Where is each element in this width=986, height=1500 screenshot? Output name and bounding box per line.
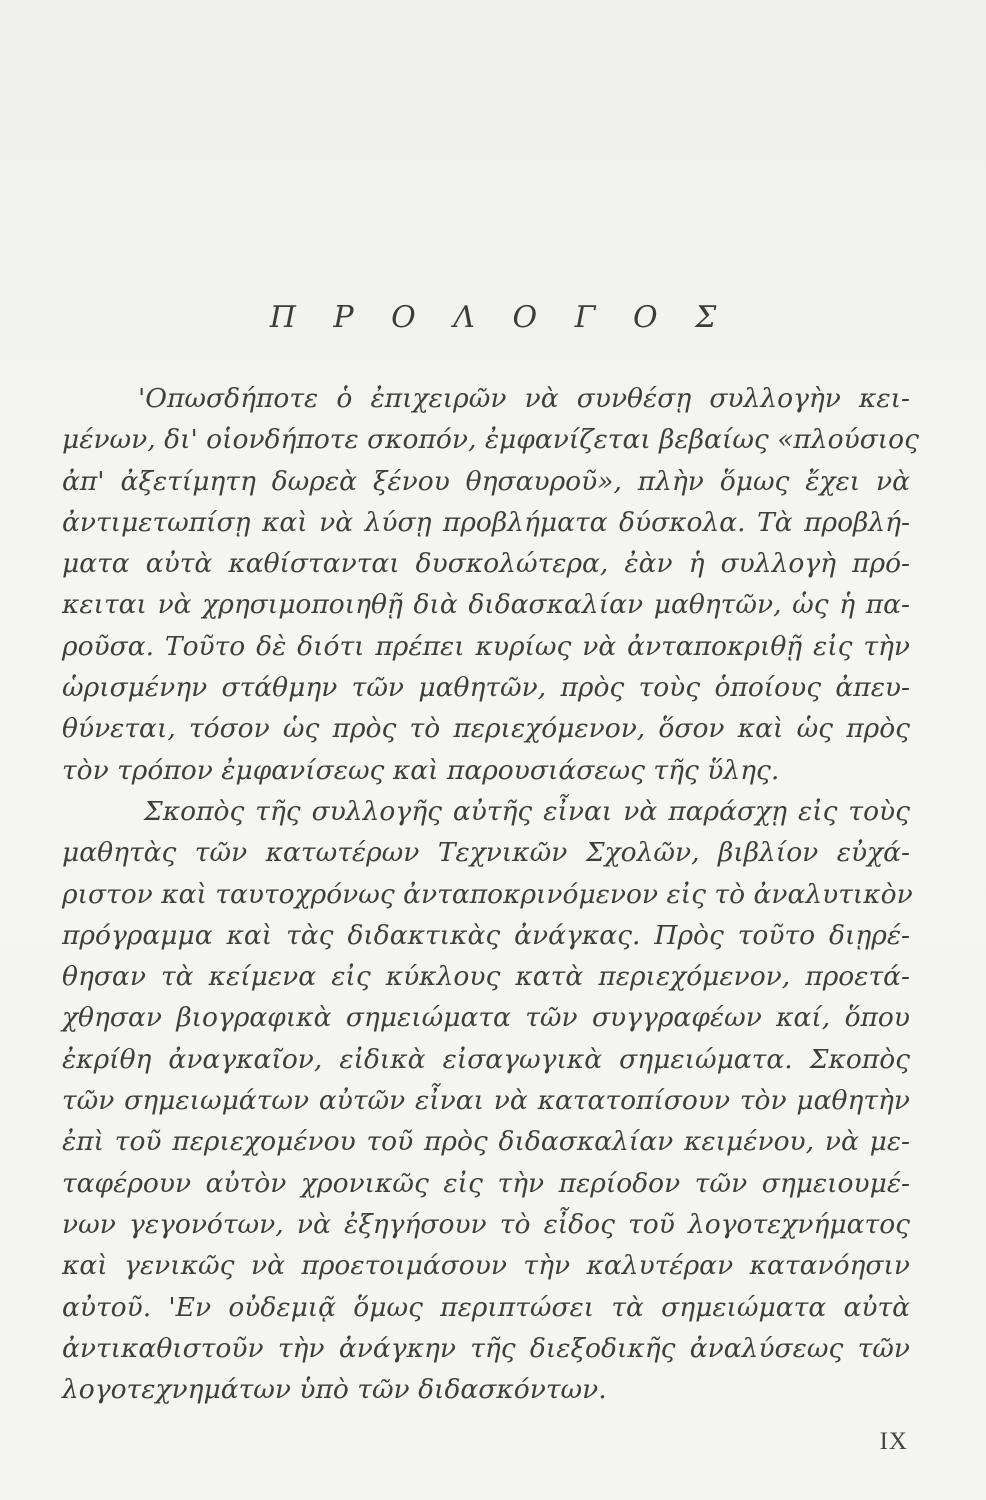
text-line: ματα αὐτὰ καθίστανται δυσκολώτερα, ἐὰν ἡ συλλογὴ πρό- (62, 548, 910, 580)
text-line: πρόγραμμα καὶ τὰς διδακτικὰς ἀνάγκας. Πρὸς τοῦτο διῃρέ- (62, 919, 910, 951)
text-line: Σκοπὸς τῆς συλλογῆς αὐτῆς εἶναι νὰ παράσχῃ εἰς τοὺς (144, 795, 910, 827)
text-line: τῶν σημειωμάτων αὐτῶν εἶναι νὰ κατατοπίσουν τὸν μαθητὴν (62, 1085, 910, 1117)
text-line: μαθητὰς τῶν κατωτέρων Τεχνικῶν Σχολῶν, βιβλίον εὐχά- (62, 837, 910, 869)
page-number: IX (879, 1428, 908, 1455)
text-line: θησαν τὰ κείμενα εἰς κύκλους κατὰ περιεχόμενον, προετά- (62, 961, 910, 993)
text-line: ταφέρουν αὐτὸν χρονικῶς εἰς τὴν περίοδον τῶν σημειουμέ- (62, 1167, 910, 1199)
text-line: ἐπὶ τοῦ περιεχομένου τοῦ πρὸς διδασκαλίαν κειμένου, νὰ με- (62, 1126, 910, 1158)
text-line: καὶ γενικῶς νὰ προετοιμάσουν τὴν καλυτέραν κατανόησιν (62, 1250, 910, 1282)
prologue-text (62, 378, 919, 1410)
text-line: θύνεται, τόσον ὡς πρὸς τὸ περιεχόμενον, ὅσον καὶ ὡς πρὸς (62, 713, 910, 745)
page-title: Π Ρ Ο Λ Ο Γ Ο Σ (269, 300, 731, 335)
text-line: ἀντικαθιστοῦν τὴν ἀνάγκην τῆς διεξοδικῆς ἀναλύσεως τῶν (62, 1332, 910, 1364)
text-line: ἀπ' ἀξετίμητη δωρεὰ ξένου θησαυροῦ», πλὴν ὅμως ἔχει νὰ (62, 465, 910, 497)
text-line: μένων, δι' οἱονδήποτε σκοπόν, ἐμφανίζεται βεβαίως «πλούσιος (62, 424, 919, 456)
text-line: ριστον καὶ ταυτοχρόνως ἀνταποκρινόμενον εἰς τὸ ἀναλυτικὸν (62, 878, 913, 910)
text-line: αὐτοῦ. 'Εν οὐδεμιᾷ ὅμως περιπτώσει τὰ σημειώματα αὐτὰ (62, 1291, 910, 1323)
text-line: τὸν τρόπον ἐμφανίσεως καὶ παρουσιάσεως τῆς ὕλης. (62, 754, 780, 786)
text-line: κειται νὰ χρησιμοποιηθῇ διὰ διδασκαλίαν μαθητῶν, ὡς ἡ πα- (62, 589, 910, 621)
text-line: ἐκρίθη ἀναγκαῖον, εἰδικὰ εἰσαγωγικὰ σημειώματα. Σκοπὸς (62, 1043, 910, 1075)
text-line: ὡρισμένην στάθμην τῶν μαθητῶν, πρὸς τοὺς ὁποίους ἀπευ- (62, 672, 910, 704)
text-line: ἀντιμετωπίσῃ καὶ νὰ λύσῃ προβλήματα δύσκολα. Τὰ προβλή- (62, 506, 910, 538)
text-line: 'Οπωσδήποτε ὁ ἐπιχειρῶν νὰ συνθέσῃ συλλογὴν κει- (138, 383, 910, 414)
text-line: χθησαν βιογραφικὰ σημειώματα τῶν συγγραφέων καί, ὅπου (62, 1002, 910, 1034)
text-line: λογοτεχνημάτων ὑπὸ τῶν διδασκόντων. (62, 1374, 607, 1406)
text-line: νων γεγονότων, νὰ ἐξηγήσουν τὸ εἶδος τοῦ λογοτεχνήματος (62, 1208, 910, 1240)
text-line: ροῦσα. Τοῦτο δὲ διότι πρέπει κυρίως νὰ ἀνταποκριθῇ εἰς τὴν (62, 630, 910, 662)
